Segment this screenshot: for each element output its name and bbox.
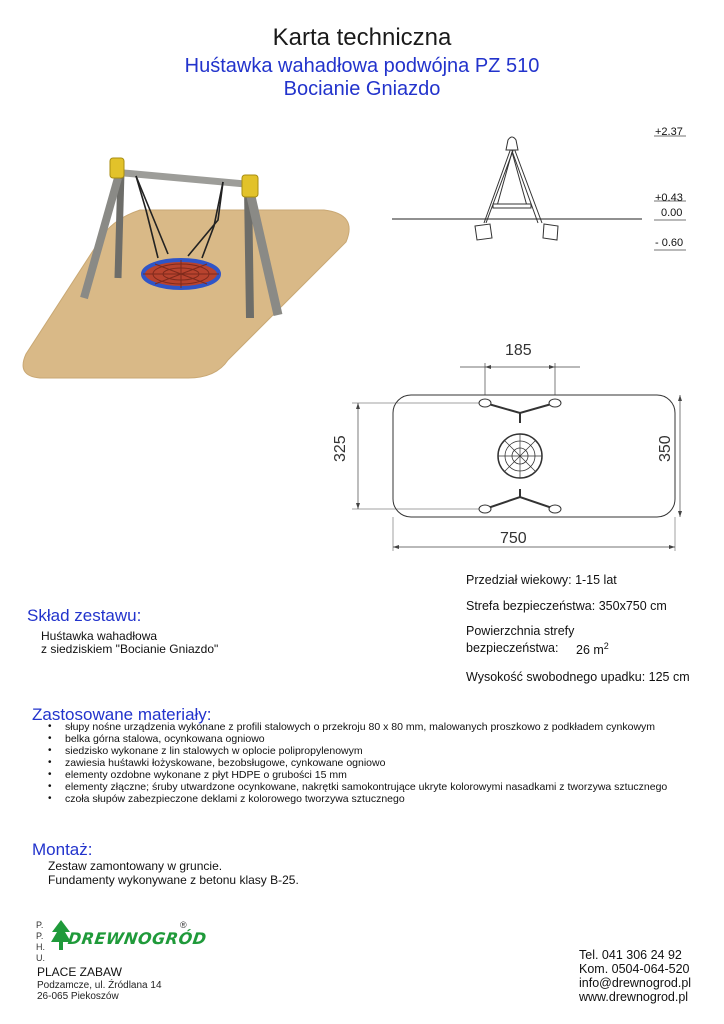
decor-cap (110, 158, 124, 178)
registered-mark: ® (180, 920, 187, 930)
age-range: Przedział wiekowy: 1-15 lat (466, 573, 617, 587)
dimension-label: 750 (500, 530, 527, 547)
materials-heading: Zastosowane materiały: (32, 705, 212, 724)
free-fall-height: Wysokość swobodnego upadku: 125 cm (466, 670, 690, 684)
product-variant: Bocianie Gniazdo (283, 78, 441, 100)
composition-line: z siedziskiem "Bocianie Gniazdo" (41, 642, 219, 656)
plan-view-drawing (330, 345, 700, 560)
level-label: +0.43 (655, 192, 683, 204)
list-item: • elementy ozdobne wykonane z płyt HDPE o grubości 15 mm (46, 769, 667, 781)
safety-area-label: Powierzchnia strefy (466, 624, 575, 638)
installation-line: Zestaw zamontowany w gruncie. (48, 859, 223, 873)
product-name: Huśtawka wahadłowa podwójna PZ 510 (184, 55, 540, 77)
composition-line: Huśtawka wahadłowa (41, 629, 158, 643)
level-label: - 0.60 (655, 237, 684, 249)
list-item: • słupy nośne urządzenia wykonane z profili stalowych o przekroju 80 x 80 mm, malowanych proszkowo z podkładem cynkowym (46, 721, 667, 733)
installation-heading: Montaż: (32, 840, 93, 859)
list-item: • siedzisko wykonane z lin stalowych w oplocie polipropylenowym (46, 745, 667, 757)
materials-list (46, 721, 667, 805)
contact-phone: Tel. 041 306 24 92 (579, 948, 682, 962)
frame-top (485, 403, 555, 423)
safety-area-label: bezpieczeństwa: (466, 641, 559, 655)
company-logo: DREWNOGRÓD (66, 929, 208, 948)
page-title: Karta techniczna (272, 24, 452, 51)
a-frame (484, 148, 542, 223)
frame-bottom (485, 489, 555, 509)
contact-mobile: Kom. 0504-064-520 (579, 962, 690, 976)
company-address: Podzamcze, ul. Źródlana 14 (37, 980, 162, 991)
composition-heading: Skład zestawu: (27, 606, 142, 625)
list-item: • elementy złączne; śruby utwardzone ocynkowane, nakrętki samokontrujące ukryte kolorowymi nasadkami z tworzywa sztucznego (46, 781, 667, 793)
safety-surface (23, 210, 349, 378)
company-tagline: PLACE ZABAW (37, 965, 122, 979)
side-elevation-drawing (380, 128, 690, 258)
level-label: +2.37 (655, 126, 683, 138)
top-beam (113, 172, 256, 185)
safety-zone: Strefa bezpieczeństwa: 350x750 cm (466, 599, 667, 613)
list-item: • belka górna stalowa, ocynkowana ogniowo (46, 733, 667, 745)
list-item: • czoła słupów zabezpieczone deklami z kolorowego tworzywa sztucznego (46, 793, 667, 805)
decor-cap (242, 175, 258, 197)
pphu-letters: P. P. H. U. (36, 920, 45, 963)
installation-line: Fundamenty wykonywane z betonu klasy B-25. (48, 873, 299, 887)
list-item: • zawiesia huśtawki łożyskowane, bezobsługowe, cynkowane ogniowo (46, 757, 667, 769)
contact-email[interactable]: info@drewnogrod.pl (579, 976, 692, 990)
foundation (543, 224, 558, 240)
dimension-label: 325 (332, 435, 349, 462)
foundation (475, 224, 492, 240)
dimension-label: 185 (505, 342, 532, 359)
safety-area-value: 26 $m^2$ (576, 641, 609, 658)
level-label: 0.00 (661, 207, 683, 219)
seat-profile (493, 204, 531, 208)
company-address: 26-065 Piekoszów (37, 991, 119, 1002)
contact-website[interactable]: www.drewnogrod.pl (579, 990, 689, 1004)
swing-3d-illustration (18, 150, 358, 385)
dimension-label: 350 (657, 435, 674, 462)
